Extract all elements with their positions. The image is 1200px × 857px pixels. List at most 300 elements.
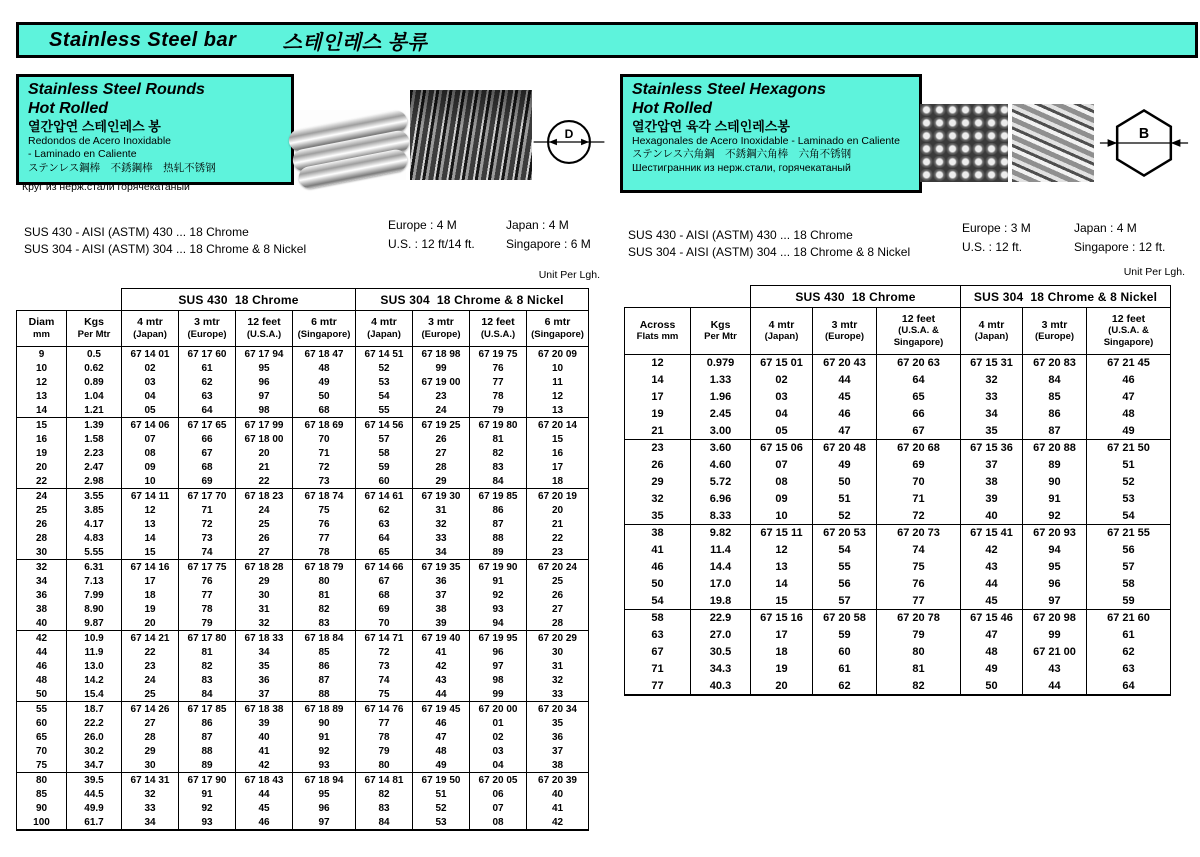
table-cell: 67 15 31 [961,355,1023,372]
table-cell: 50 [17,687,67,702]
table-cell: 22 [122,645,179,659]
table-cell: 71 [625,660,691,677]
table-cell: 0.62 [67,361,122,375]
table-cell: 65 [17,730,67,744]
table-cell: 05 [122,403,179,418]
table-cell: 72 [179,517,236,531]
table-cell: 06 [470,787,527,801]
table-cell: 68 [179,460,236,474]
table-cell: 87 [293,673,356,687]
table-cell: 67 17 85 [179,702,236,717]
table-cell: 35 [961,422,1023,439]
table-cell: 49 [293,375,356,389]
table-cell: 67 19 90 [470,560,527,575]
table-cell: 50 [961,677,1023,695]
table-cell: 27.0 [691,627,751,644]
table-cell: 27 [527,602,589,616]
table-row [17,645,589,659]
column-header: Across Flats mm [625,308,691,355]
table-cell: 90 [17,801,67,815]
table-row [625,524,1171,541]
table-cell: 67 18 23 [236,489,293,504]
table-cell: 2.47 [67,460,122,474]
table-cell: 58 [625,609,691,626]
table-cell: 96 [1023,575,1087,592]
table-cell: 84 [470,474,527,489]
rounds-photo-bars [294,110,406,180]
table-cell: 55 [17,702,67,717]
table-cell: 85 [293,645,356,659]
table-cell: 08 [751,474,813,491]
table-cell: 36 [17,588,67,602]
table-cell: 67 15 46 [961,609,1023,626]
table-cell: 35 [236,659,293,673]
table-cell: 30.5 [691,644,751,661]
table-cell: 30 [236,588,293,602]
table-cell: 0.5 [67,347,122,362]
table-cell: 75 [293,503,356,517]
table-row [625,627,1171,644]
table-cell: 3.85 [67,503,122,517]
table-cell: 3.55 [67,489,122,504]
table-cell: 26 [413,432,470,446]
table-cell: 28 [122,730,179,744]
table-cell: 91 [293,730,356,744]
table-cell: 70 [877,474,961,491]
table-cell: 54 [356,389,413,403]
table-cell: 67 21 55 [1087,524,1171,541]
table-cell: 67 14 71 [356,631,413,646]
table-cell: 67 17 90 [179,773,236,788]
table-cell: 36 [527,730,589,744]
table-cell: 53 [413,815,470,830]
table-cell: 15 [751,592,813,609]
table-cell: 18 [751,644,813,661]
table-cell: 67 19 35 [413,560,470,575]
table-cell: 67 19 00 [413,375,470,389]
table-cell: 0.979 [691,355,751,372]
table-cell: 07 [122,432,179,446]
table-cell: 66 [179,432,236,446]
table-cell: 67 20 24 [527,560,589,575]
table-cell: 13 [122,517,179,531]
table-cell: 67 20 34 [527,702,589,717]
table-cell: 96 [293,801,356,815]
table-cell: 24 [413,403,470,418]
table-cell: 67 15 06 [751,439,813,456]
table-cell: 29 [236,574,293,588]
table-cell: 34 [122,815,179,830]
table-cell: 80 [356,758,413,773]
table-cell: 44 [17,645,67,659]
table-cell: 19 [751,660,813,677]
table-cell: 52 [413,801,470,815]
banner-title-ko: 스테인레스 봉류 [282,31,428,54]
table-cell: 67 18 69 [293,418,356,433]
table-cell: 12 [122,503,179,517]
table-cell: 9.87 [67,616,122,631]
table-cell: 17 [625,389,691,406]
column-header: 12 feet (U.S.A. & Singapore) [1087,308,1171,355]
table-cell: 75 [356,687,413,702]
hexagons-title-line1: Stainless Steel Hexagons [632,81,826,98]
table-cell: 40 [17,616,67,631]
hexagons-spec-lines [628,227,910,261]
table-row [17,787,589,801]
table-cell: 83 [470,460,527,474]
table-cell: 59 [813,627,877,644]
table-cell: 63 [179,389,236,403]
table-cell: 67 19 85 [470,489,527,504]
table-cell: 67 18 74 [293,489,356,504]
table-cell: 68 [293,403,356,418]
table-cell: 100 [17,815,67,830]
column-header: 6 mtr (Singapore) [527,311,589,347]
table-cell: 04 [122,389,179,403]
table-cell: 86 [293,659,356,673]
table-cell: 11.4 [691,542,751,559]
table-cell: 54 [1087,507,1171,524]
rounds-spec-304: SUS 304 - AISI (ASTM) 304 ... 18 Chrome & 8 Nickel [24,242,307,256]
table-cell: 84 [179,687,236,702]
table-row [17,801,589,815]
table-cell: 31 [236,602,293,616]
table-cell: 34 [961,405,1023,422]
sus430-group-header: SUS 430 18 Chrome [122,289,356,311]
table-cell: 67 14 31 [122,773,179,788]
table-cell: 76 [470,361,527,375]
table-row [625,507,1171,524]
table-cell: 92 [293,744,356,758]
table-cell: 57 [356,432,413,446]
table-cell: 67 15 11 [751,524,813,541]
table-cell: 16 [527,446,589,460]
table-cell: 67 15 36 [961,439,1023,456]
rounds-title-spanish1: Redondos de Acero Inoxidable [28,135,172,148]
table-cell: 37 [527,744,589,758]
table-cell: 81 [293,588,356,602]
column-header: 6 mtr (Singapore) [293,311,356,347]
table-cell: 67 17 80 [179,631,236,646]
table-cell: 67 20 58 [813,609,877,626]
table-cell: 67 18 38 [236,702,293,717]
table-row [625,677,1171,695]
table-cell: 54 [813,542,877,559]
rounds-title-line1: Stainless Steel Rounds [28,81,205,98]
table-cell: 38 [961,474,1023,491]
table-cell: 13 [17,389,67,403]
table-cell: 67 18 28 [236,560,293,575]
table-cell: 40 [527,787,589,801]
table-cell: 13 [751,559,813,576]
table-cell: 10.9 [67,631,122,646]
table-cell: 78 [293,545,356,560]
table-row [625,559,1171,576]
table-cell: 67 17 94 [236,347,293,362]
table-cell: 67 14 21 [122,631,179,646]
table-cell: 42 [961,542,1023,559]
table-cell: 56 [813,575,877,592]
table-cell: 67 19 95 [470,631,527,646]
table-cell: 3.00 [691,422,751,439]
table-cell: 67 14 81 [356,773,413,788]
table-cell: 61 [179,361,236,375]
table-cell: 02 [751,372,813,389]
table-cell: 67 20 09 [527,347,589,362]
table-cell: 89 [179,758,236,773]
table-cell: 99 [413,361,470,375]
table-cell: 17.0 [691,575,751,592]
table-cell: 47 [961,627,1023,644]
table-cell: 67 15 01 [751,355,813,372]
table-cell: 33 [961,389,1023,406]
table-cell: 82 [293,602,356,616]
across-flats-diagram [1098,94,1190,192]
table-cell: 91 [179,787,236,801]
table-row [17,744,589,758]
table-cell: 77 [356,716,413,730]
table-cell: 38 [625,524,691,541]
table-cell: 82 [356,787,413,801]
table-cell: 53 [356,375,413,389]
table-row [17,602,589,616]
table-cell: 1.21 [67,403,122,418]
table-cell: 33 [122,801,179,815]
table-cell: 10 [527,361,589,375]
table-cell: 49 [961,660,1023,677]
table-cell: 20 [122,616,179,631]
table-cell: 38 [17,602,67,616]
table-cell: 46 [813,405,877,422]
table-cell: 27 [122,716,179,730]
table-cell: 22 [527,531,589,545]
diameter-diagram [532,106,606,178]
hexagons-title-russian: Шестигранник из нерж.стали, горячекатаный [632,161,851,174]
table-cell: 0.89 [67,375,122,389]
table-row [17,716,589,730]
rounds-title-cjk: ステンレス鋼棒 不銹鋼棒 热轧不锈钢 [28,161,216,174]
table-cell: 26 [17,517,67,531]
rounds-table [16,288,589,831]
table-cell: 7.99 [67,588,122,602]
table-cell: 81 [470,432,527,446]
table-cell: 52 [813,507,877,524]
table-cell: 72 [877,507,961,524]
table-cell: 80 [293,574,356,588]
table-row [17,659,589,673]
table-row [17,347,589,362]
column-header: 4 mtr (Japan) [961,308,1023,355]
table-cell: 67 17 70 [179,489,236,504]
table-row [17,730,589,744]
table-cell: 67 14 51 [356,347,413,362]
sus430-group-header: SUS 430 18 Chrome [751,286,961,308]
table-cell: 48 [413,744,470,758]
table-cell: 1.96 [691,389,751,406]
table-cell: 19.8 [691,592,751,609]
table-group-header-row [625,286,1171,308]
table-cell: 92 [470,588,527,602]
table-cell: 59 [356,460,413,474]
table-cell: 67 17 60 [179,347,236,362]
table-cell: 67 18 89 [293,702,356,717]
table-cell: 67 20 83 [1023,355,1087,372]
table-row [17,489,589,504]
table-cell: 56 [1087,542,1171,559]
table-cell: 22 [236,474,293,489]
table-cell: 67 20 48 [813,439,877,456]
table-row [17,361,589,375]
table-cell: 17 [122,574,179,588]
table-cell: 31 [413,503,470,517]
hexagons-length-us: U.S. : 12 ft. [962,240,1023,254]
table-cell: 16 [17,432,67,446]
table-cell: 3.60 [691,439,751,456]
table-cell: 93 [179,815,236,830]
table-cell: 67 20 78 [877,609,961,626]
table-cell: 46 [413,716,470,730]
table-cell: 75 [17,758,67,773]
table-cell: 69 [356,602,413,616]
table-cell: 67 20 05 [470,773,527,788]
table-cell: 32 [961,372,1023,389]
table-cell: 34.3 [691,660,751,677]
table-cell: 37 [236,687,293,702]
table-cell: 48 [961,644,1023,661]
table-cell: 48 [293,361,356,375]
table-cell: 67 19 80 [470,418,527,433]
table-cell: 45 [813,389,877,406]
table-cell: 74 [877,542,961,559]
table-cell: 40.3 [691,677,751,695]
table-cell: 20 [527,503,589,517]
table-cell: 67 15 16 [751,609,813,626]
hexagons-spec-304: SUS 304 - AISI (ASTM) 304 ... 18 Chrome & 8 Nickel [628,245,911,259]
arrowhead-right [581,139,589,145]
table-cell: 30 [17,545,67,560]
table-cell: 83 [356,801,413,815]
table-cell: 03 [470,744,527,758]
table-cell: 96 [236,375,293,389]
table-cell: 79 [470,403,527,418]
table-cell: 69 [179,474,236,489]
hexagons-spec-430: SUS 430 - AISI (ASTM) 430 ... 18 Chrome [628,228,853,242]
table-cell: 67 14 66 [356,560,413,575]
table-cell: 48 [17,673,67,687]
table-cell: 1.33 [691,372,751,389]
table-cell: 67 [877,422,961,439]
table-cell: 18 [527,474,589,489]
table-cell: 82 [179,659,236,673]
table-cell: 44 [961,575,1023,592]
table-cell: 67 20 88 [1023,439,1087,456]
table-cell: 58 [1087,575,1171,592]
table-cell: 36 [413,574,470,588]
table-cell: 02 [122,361,179,375]
table-cell: 64 [1087,677,1171,695]
table-cell: 67 18 98 [413,347,470,362]
table-cell: 70 [293,432,356,446]
column-header: Kgs Per Mtr [67,311,122,347]
table-row [17,389,589,403]
table-cell: 32 [625,490,691,507]
table-cell: 77 [179,588,236,602]
table-cell: 20 [236,446,293,460]
table-cell: 72 [356,645,413,659]
column-header: 4 mtr (Japan) [751,308,813,355]
table-cell: 62 [1087,644,1171,661]
table-cell: 15.4 [67,687,122,702]
table-cell: 71 [877,490,961,507]
hexagons-length-singapore: Singapore : 12 ft. [1074,240,1166,254]
table-cell: 12 [751,542,813,559]
table-cell: 51 [413,787,470,801]
table-cell: 95 [293,787,356,801]
table-cell: 32 [527,673,589,687]
table-cell: 13 [527,403,589,418]
hexagons-length-europe: Europe : 3 M [962,221,1031,235]
table-row [17,446,589,460]
table-cell: 07 [751,457,813,474]
table-cell: 85 [17,787,67,801]
table-cell: 4.17 [67,517,122,531]
table-cell: 67 18 94 [293,773,356,788]
table-cell: 88 [293,687,356,702]
table-cell: 41 [413,645,470,659]
table-cell: 67 18 79 [293,560,356,575]
table-cell: 2.23 [67,446,122,460]
table-cell: 67 20 93 [1023,524,1087,541]
table-row [625,542,1171,559]
table-cell: 18 [122,588,179,602]
banner-title-en: Stainless Steel bar [49,28,237,51]
hexagons-title-panel [620,74,922,193]
table-cell: 09 [122,460,179,474]
column-header: 12 feet (U.S.A. & Singapore) [877,308,961,355]
table-cell: 19 [122,602,179,616]
table-cell: 39 [961,490,1023,507]
table-cell: 67 20 98 [1023,609,1087,626]
table-cell: 68 [356,588,413,602]
table-cell: 90 [293,716,356,730]
table-cell: 46 [625,559,691,576]
table-cell: 62 [356,503,413,517]
table-row [17,474,589,489]
table-cell: 26 [236,531,293,545]
table-cell: 20 [751,677,813,695]
table-column-header-row [17,311,589,347]
table-cell: 03 [751,389,813,406]
rounds-title-russian: Круг из нерж.стали горячекатаный [22,181,190,193]
table-cell: 72 [293,460,356,474]
table-cell: 27 [236,545,293,560]
table-cell: 77 [293,531,356,545]
table-cell: 67 20 19 [527,489,589,504]
table-cell: 67 14 56 [356,418,413,433]
table-cell: 8.90 [67,602,122,616]
table-cell: 89 [470,545,527,560]
table-cell: 90 [1023,474,1087,491]
table-cell: 74 [356,673,413,687]
table-cell: 96 [470,645,527,659]
table-cell: 67 20 14 [527,418,589,433]
table-cell: 60 [356,474,413,489]
table-cell: 44 [813,372,877,389]
table-cell: 40 [236,730,293,744]
table-cell: 67 19 40 [413,631,470,646]
table-cell: 67 20 63 [877,355,961,372]
table-cell: 73 [293,474,356,489]
